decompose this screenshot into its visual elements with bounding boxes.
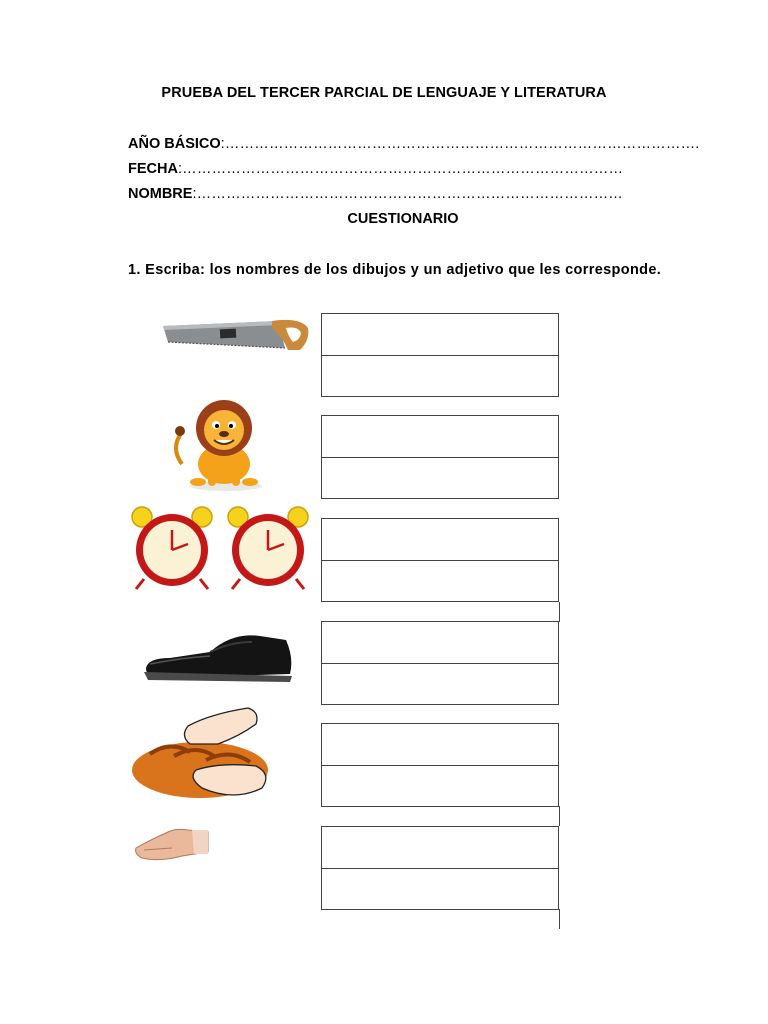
- answer-box-2[interactable]: [321, 415, 559, 499]
- alarm-clocks-icon: [130, 503, 312, 593]
- hand-icon: [132, 822, 212, 864]
- answer-box-6[interactable]: [321, 826, 559, 910]
- worksheet-title: PRUEBA DEL TERCER PARCIAL DE LENGUAJE Y LITERATURA: [161, 85, 607, 101]
- field-nombre: [128, 186, 623, 202]
- box-connector-line: [559, 909, 560, 929]
- field-fecha-dots[interactable]: :………………………………………………………………………………: [177, 161, 624, 177]
- box-connector-line: [559, 602, 560, 622]
- field-fecha: [128, 161, 623, 177]
- answer-box-4[interactable]: [321, 621, 559, 705]
- answer-box-5[interactable]: [321, 723, 559, 807]
- field-fecha-label: FECHA: [128, 161, 178, 177]
- bread-icon: [130, 706, 276, 804]
- question-1: 1. Escriba: los nombres de los dibujos y un adjetivo que les corresponde.: [128, 262, 662, 278]
- field-nombre-label: NOMBRE: [128, 186, 193, 202]
- field-ano-basico-dots[interactable]: :…………………………………………………………………………………….: [220, 136, 700, 152]
- lion-icon: [168, 398, 272, 492]
- box-connector-line: [559, 806, 560, 826]
- answer-box-3[interactable]: [321, 518, 559, 602]
- shoe-icon: [140, 628, 296, 686]
- saw-icon: [160, 318, 312, 358]
- field-ano-basico: [128, 136, 700, 152]
- field-nombre-dots[interactable]: :……………………………………………………………………………: [192, 186, 623, 202]
- answer-box-1[interactable]: [321, 313, 559, 397]
- section-subtitle: CUESTIONARIO: [347, 211, 459, 227]
- field-ano-basico-label: AÑO BÁSICO: [128, 136, 221, 152]
